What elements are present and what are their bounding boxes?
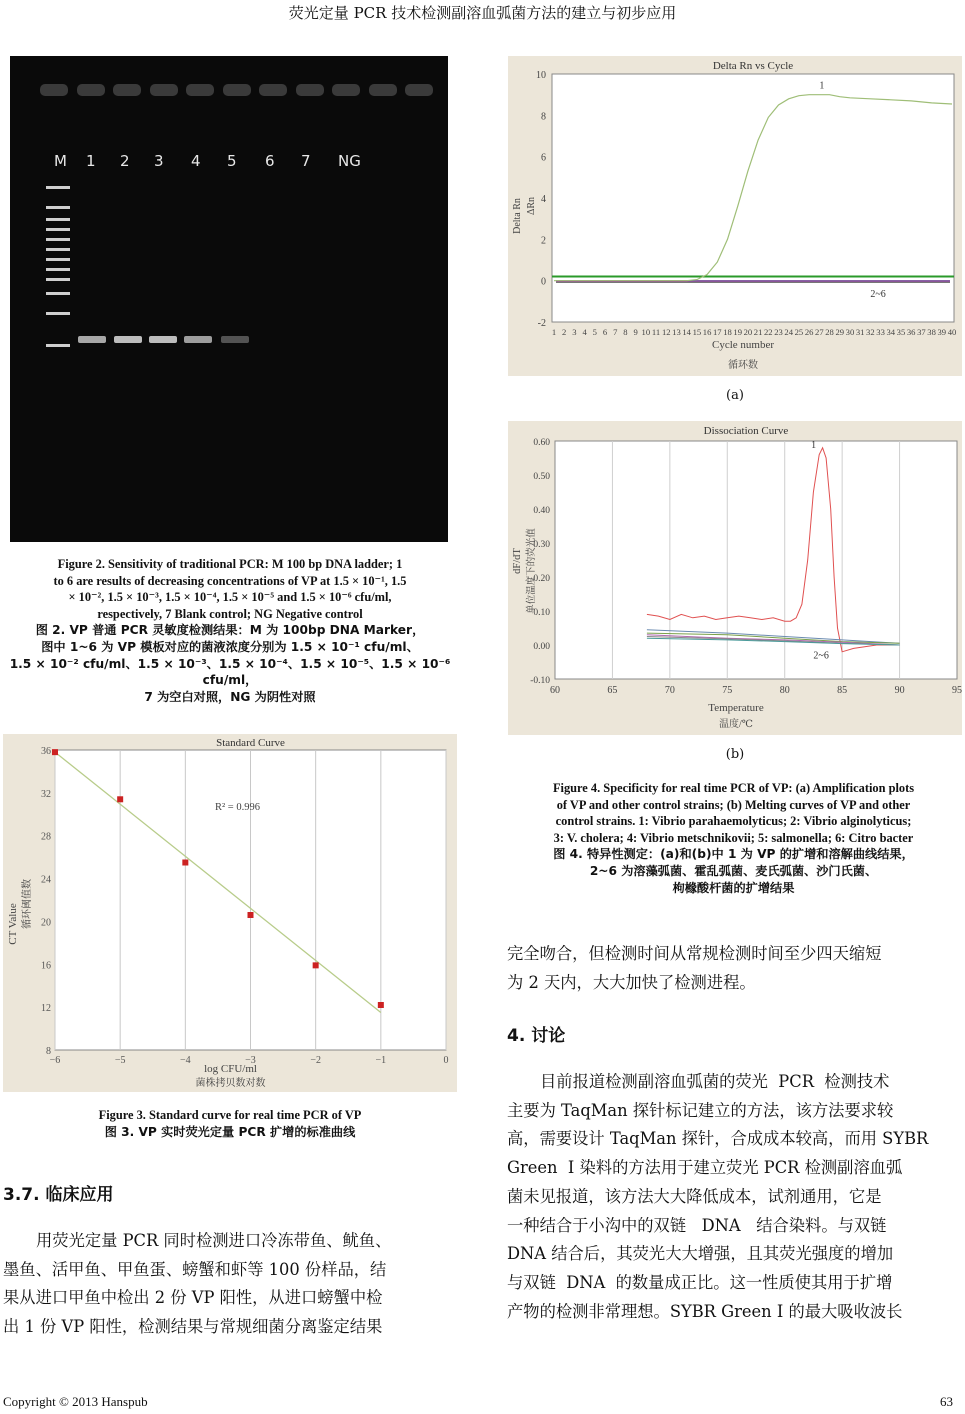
x-tick-label: 75 <box>722 685 733 696</box>
x-axis-label-cn: 循环数 <box>728 360 758 371</box>
pcr-band <box>114 336 142 343</box>
figure2-caption-en-3: × 10⁻², 1.5 × 10⁻³, 1.5 × 10⁻⁴, 1.5 × 10⁻⁵ and 1.5 × 10⁻⁶ cfu/ml, <box>68 590 392 605</box>
text-line: 完全吻合，但检测时间从常规检测时间至少四天缩短 <box>507 944 882 963</box>
x-tick-label: −2 <box>310 1055 321 1066</box>
gel-well <box>186 84 214 96</box>
pcr-band <box>149 336 177 343</box>
x-tick-label: 14 <box>682 327 691 337</box>
x-tick-label: 29 <box>835 327 845 337</box>
chart-title: Standard Curve <box>216 737 285 749</box>
y-tick-label: -2 <box>537 318 546 329</box>
text-line: 菌未见报道，该方法大大降低成本，试剂通用，它是 <box>507 1186 882 1206</box>
x-tick-label: 27 <box>815 327 824 337</box>
pcr-band <box>78 336 106 343</box>
ladder-band <box>46 258 70 261</box>
gel-lane-label: 5 <box>227 152 237 170</box>
x-tick-label: 3 <box>572 327 577 337</box>
x-axis-label: Cycle number <box>711 339 775 351</box>
x-tick-label: 85 <box>837 685 848 696</box>
x-tick-label: 40 <box>947 327 957 337</box>
figure4-caption <box>502 780 965 896</box>
gel-well <box>259 84 287 96</box>
text-line: 为 2 天内，大大加快了检测进程。 <box>507 972 756 992</box>
y-tick-label: 0.00 <box>533 642 550 652</box>
gel-well <box>77 84 105 96</box>
x-tick-label: 5 <box>592 327 597 337</box>
chart-title: Delta Rn vs Cycle <box>712 60 794 72</box>
y-tick-label: 10 <box>536 70 546 81</box>
x-tick-label: 34 <box>886 327 896 337</box>
ladder-band <box>46 228 70 231</box>
gel-lane-label: 6 <box>265 152 275 170</box>
y-tick-label: 28 <box>41 831 51 843</box>
gel-lane-label: 2 <box>120 152 130 170</box>
y-tick-label: 0 <box>541 276 546 288</box>
x-tick-label: 17 <box>712 327 722 337</box>
figure4-caption-en-3: control strains. 1: Vibrio parahaemolyticus; 2: Vibrio alginolyticus; <box>555 814 912 829</box>
ladder-band <box>46 186 70 189</box>
figure2-caption-cn-2: 图中 1~6 为 VP 模板对应的菌液浓度分别为 1.5 × 10⁻¹ cfu/ml、 <box>41 639 419 654</box>
ladder-band <box>46 278 70 281</box>
x-tick-label: 30 <box>845 327 855 337</box>
ladder-band <box>46 344 70 347</box>
section-3-7-body <box>3 1227 461 1342</box>
text-line: DNA 结合后，其荧光大大增强，且其荧光强度的增加 <box>507 1244 894 1264</box>
y-tick-label: 24 <box>41 874 51 886</box>
x-tick-label: 38 <box>927 327 936 337</box>
gel-electrophoresis-image <box>10 56 448 542</box>
figure4-label-a: (a) <box>726 388 744 403</box>
x-tick-label: 0 <box>443 1055 449 1066</box>
gel-lane-label: M <box>54 152 67 170</box>
x-axis-label-cn: 菌株拷贝数对数 <box>195 1078 266 1089</box>
y-tick-label: 8 <box>46 1046 51 1057</box>
footer-copyright: Copyright © 2013 Hanspub <box>3 1394 148 1409</box>
x-tick-label: −3 <box>245 1055 256 1066</box>
x-tick-label: −4 <box>180 1055 191 1066</box>
x-tick-label: 16 <box>702 327 712 337</box>
standard-curve-panel <box>3 734 457 1092</box>
ladder-band <box>46 292 70 295</box>
pcr-band <box>184 336 212 343</box>
x-tick-label: 95 <box>952 685 962 696</box>
x-tick-label: −6 <box>49 1055 61 1066</box>
x-tick-label: 6 <box>602 327 608 337</box>
y-tick-label: 0.50 <box>533 472 550 482</box>
x-tick-label: 33 <box>876 327 885 337</box>
gel-well <box>40 84 68 96</box>
x-tick-label: 28 <box>825 327 834 337</box>
section-4-heading: 4. 讨论 <box>507 1026 566 1046</box>
x-tick-label: 19 <box>733 327 742 337</box>
gel-lane-label: NG <box>338 152 361 170</box>
ladder-band <box>46 312 70 315</box>
figure3-caption <box>0 1107 460 1140</box>
gel-well <box>150 84 178 96</box>
y-axis-label: dF/dT <box>512 548 523 574</box>
x-tick-label: 13 <box>672 327 681 337</box>
x-tick-label: 10 <box>641 327 651 337</box>
x-tick-label: 65 <box>607 685 618 696</box>
figure4-caption-cn-1: 图 4. 特异性测定：(a)和(b)中 1 为 VP 的扩增和溶解曲线结果， <box>553 847 914 862</box>
y-axis-label-2: ΔRn <box>526 196 537 216</box>
x-tick-label: 32 <box>866 327 875 337</box>
text-line: 主要为 TaqMan 探针标记建立的方法，该方法要求较 <box>507 1100 894 1120</box>
y-tick-label: 6 <box>541 152 546 164</box>
gel-well <box>223 84 251 96</box>
figure4-caption-en-1: Figure 4. Specificity for real time PCR of VP: (a) Amplification plots <box>552 781 915 795</box>
series-label-2-6: 2~6 <box>813 650 829 662</box>
y-tick-label: 8 <box>541 111 546 123</box>
amplification-plot-panel <box>508 56 962 376</box>
x-tick-label: 31 <box>855 327 865 337</box>
x-tick-label: 26 <box>804 327 814 337</box>
x-axis-label: Temperature <box>708 702 764 714</box>
gel-lane-label: 4 <box>191 152 201 170</box>
y-tick-label: 0.30 <box>533 540 550 550</box>
figure2-caption-en-2: to 6 are results of decreasing concentrations of VP at 1.5 × 10⁻¹, 1.5 <box>53 573 407 588</box>
gel-well <box>332 84 360 96</box>
figure2-caption-cn-3: 1.5 × 10⁻² cfu/ml、1.5 × 10⁻³、1.5 × 10⁻⁴、1.5 × 10⁻⁵、1.5 × 10⁻⁶ cfu/ml， <box>9 656 451 688</box>
figure2-caption-cn-4: 7 为空白对照，NG 为阴性对照 <box>144 689 316 704</box>
y-axis-label: Delta Rn <box>512 198 523 234</box>
series-label-1: 1 <box>819 80 825 92</box>
text-line: 产物的检测非常理想。SYBR Green I 的最大吸收波长 <box>507 1301 903 1321</box>
x-tick-label: −5 <box>114 1055 126 1066</box>
x-tick-label: 2 <box>562 327 567 337</box>
pcr-band <box>221 336 249 343</box>
y-tick-label: 0.40 <box>533 506 550 516</box>
series-label-1: 1 <box>811 439 817 451</box>
figure3-caption-cn: 图 3. VP 实时荧光定量 PCR 扩增的标准曲线 <box>104 1124 356 1139</box>
x-tick-label: 4 <box>582 327 587 337</box>
gel-well <box>369 84 397 96</box>
y-tick-label: 2 <box>541 235 546 247</box>
y-tick-label: 32 <box>41 788 51 800</box>
y-tick-label: 20 <box>41 917 51 929</box>
plot-area <box>552 74 954 322</box>
text-line: 一种结合于小沟中的双链 DNA 结合染料。与双链 <box>507 1215 887 1235</box>
y-axis-label: CT Value <box>7 903 19 945</box>
series-label-2-6: 2~6 <box>870 289 886 301</box>
x-tick-label: 7 <box>613 327 618 337</box>
section-4-body <box>507 1068 963 1326</box>
x-tick-label: 22 <box>764 327 773 337</box>
x-tick-label: 25 <box>794 327 804 337</box>
data-point <box>378 1002 384 1008</box>
figure4-caption-en-4: 3: V. cholera; 4: Vibrio metschnikovii; 5: salmonella; 6: Citro bacter <box>553 830 914 845</box>
gel-lane-label: 1 <box>86 152 96 170</box>
text-line: 出 1 份 VP 阳性，检测结果与常规细菌分离鉴定结果 <box>3 1317 383 1337</box>
x-tick-label: 24 <box>784 327 794 337</box>
y-tick-label: -0.10 <box>530 676 550 686</box>
y-axis-label-cn: 循环阈值数 <box>22 879 33 929</box>
figure2-caption-cn-1: 图 2. VP 普通 PCR 灵敏度检测结果：M 为 100bp DNA Marker， <box>35 623 425 638</box>
figure4-caption-cn-3: 枸橼酸杆菌的扩增结果 <box>672 880 795 895</box>
x-tick-label: 23 <box>774 327 783 337</box>
x-tick-label: 90 <box>894 685 905 696</box>
dissociation-curve-panel <box>508 421 962 735</box>
y-tick-label: 16 <box>41 960 51 972</box>
figure4-caption-en-2: of VP and other control strains; (b) Melting curves of VP and other <box>556 797 911 812</box>
data-point <box>52 749 58 755</box>
data-point <box>182 860 188 866</box>
x-axis-label: log CFU/ml <box>204 1063 257 1075</box>
gel-well <box>296 84 324 96</box>
data-point <box>248 912 254 918</box>
gel-well <box>113 84 141 96</box>
text-line: 用荧光定量 PCR 同时检测进口冷冻带鱼、鱿鱼、 <box>36 1231 392 1250</box>
x-tick-label: 18 <box>723 327 732 337</box>
x-tick-label: −1 <box>375 1055 387 1066</box>
data-point <box>313 962 319 968</box>
footer-page-number: 63 <box>940 1394 953 1409</box>
figure4-caption-cn-2: 2~6 为溶藻弧菌、霍乱弧菌、麦氏弧菌、沙门氏菌、 <box>589 863 878 878</box>
standard-curve-chart <box>3 734 457 1092</box>
ladder-band <box>46 238 70 241</box>
x-tick-label: 1 <box>551 327 557 337</box>
dissociation-curve-chart <box>508 421 962 735</box>
x-tick-label: 37 <box>917 327 926 337</box>
x-tick-label: 15 <box>692 327 702 337</box>
y-tick-label: 12 <box>41 1003 51 1015</box>
figure4-label-b: (b) <box>725 747 745 762</box>
ladder-band <box>46 268 70 271</box>
running-header: 荧光定量 PCR 技术检测副溶血弧菌方法的建立与初步应用 <box>288 4 677 22</box>
text-line: 墨鱼、活甲鱼、甲鱼蛋、螃蟹和虾等 100 份样品，结 <box>3 1259 387 1279</box>
data-point <box>117 796 123 802</box>
ladder-band <box>46 206 70 209</box>
figure2-caption-en-1: Figure 2. Sensitivity of traditional PCR: M 100 bp DNA ladder; 1 <box>57 557 403 571</box>
gel-lane-label: 7 <box>301 152 311 170</box>
r-squared-annotation: R² = 0.996 <box>215 802 260 813</box>
y-tick-label: 36 <box>41 746 51 757</box>
continued-paragraph <box>507 940 963 997</box>
text-line: 高，需要设计 TaqMan 探针，合成成本较高，而用 SYBR <box>507 1129 929 1149</box>
y-tick-label: 0.20 <box>533 574 550 584</box>
x-tick-label: 11 <box>651 327 661 337</box>
amplification-plot-chart <box>508 56 962 376</box>
x-tick-label: 39 <box>937 327 947 337</box>
gel-well <box>405 84 433 96</box>
ladder-band <box>46 248 70 251</box>
x-axis-label-cn: 温度/℃ <box>719 719 753 730</box>
x-tick-label: 8 <box>623 327 628 337</box>
text-line: Green I 染料的方法用于建立荧光 PCR 检测副溶血弧 <box>507 1158 903 1178</box>
x-tick-label: 21 <box>753 327 763 337</box>
y-tick-label: 0.10 <box>533 608 550 618</box>
x-tick-label: 20 <box>743 327 753 337</box>
x-tick-label: 60 <box>550 685 560 696</box>
figure3-caption-en: Figure 3. Standard curve for real time PCR of VP <box>98 1108 362 1122</box>
figure2-caption <box>0 556 460 705</box>
ladder-band <box>46 218 70 221</box>
x-tick-label: 12 <box>661 327 671 337</box>
x-tick-label: 36 <box>906 327 916 337</box>
y-axis-label-cn: 单位温度下的荧光值 <box>527 528 537 614</box>
x-tick-label: 9 <box>633 327 638 337</box>
section-3-7-heading: 3.7. 临床应用 <box>3 1185 114 1205</box>
text-line: 与双链 DNA 的数量成正比。这一性质使其用于扩增 <box>507 1272 893 1292</box>
gel-lane-label: 3 <box>154 152 164 170</box>
figure2-caption-en-4: respectively, 7 Blank control; NG Negative control <box>97 606 363 621</box>
text-line: 果从进口甲鱼中检出 2 份 VP 阳性，从进口螃蟹中检 <box>3 1288 383 1308</box>
y-tick-label: 0.60 <box>533 438 550 448</box>
chart-title: Dissociation Curve <box>703 425 789 437</box>
x-tick-label: 70 <box>664 685 675 696</box>
y-tick-label: 4 <box>541 194 546 205</box>
text-line: 目前报道检测副溶血弧菌的荧光 PCR 检测技术 <box>540 1072 890 1091</box>
x-tick-label: 80 <box>779 685 790 696</box>
x-tick-label: 35 <box>896 327 906 337</box>
